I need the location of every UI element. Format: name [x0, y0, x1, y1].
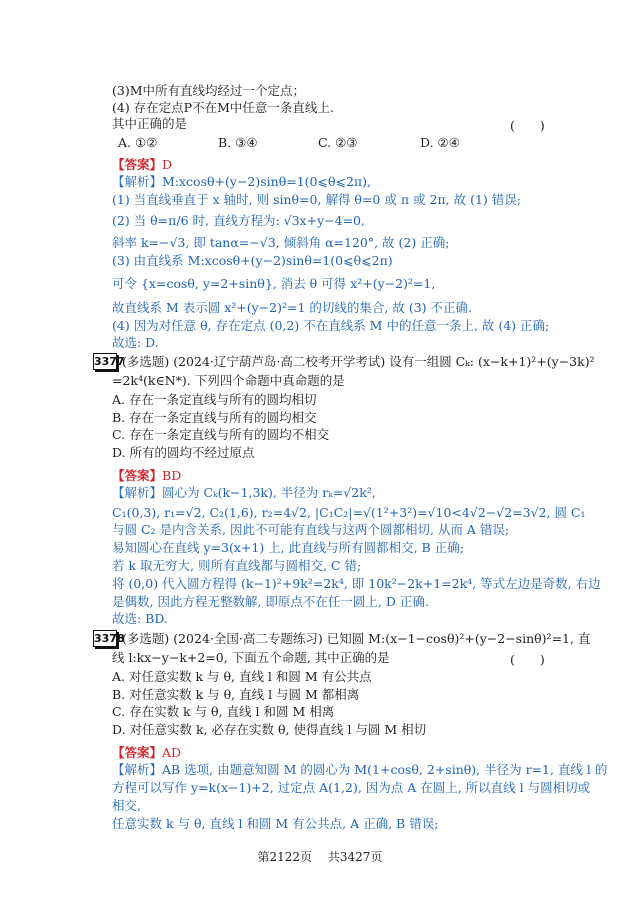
solution-line: (3) 由直线系 M:xcosθ+(y−2)sinθ=1(0⩽θ⩽2π) — [112, 253, 393, 268]
page-number: 第2122页 — [257, 850, 313, 864]
answer-paren: ( ) — [510, 118, 545, 133]
option-a: A. 对任意实数 k 与 θ, 直线 l 和圆 M 有公共点 — [112, 669, 372, 684]
option-a: A. ①② — [118, 135, 158, 150]
option-a: A. 存在一条定直线与所有的圆均相切 — [112, 392, 317, 407]
answer-paren: ( ) — [510, 652, 545, 667]
solution-line: 故选: BD. — [112, 611, 168, 626]
solution-line: 若 k 取无穷大, 则所有直线都与圆相交, C 错; — [112, 558, 362, 573]
solution-line: 是偶数, 因此方程无整数解, 即原点不在任一圆上, D 正确. — [112, 594, 429, 609]
answer-value: BD — [162, 468, 182, 483]
solution-line: 【解析】M:xcosθ+(y−2)sinθ=1(0⩽θ⩽2π), — [112, 174, 371, 189]
question-number-badge: 3378 — [94, 632, 125, 645]
option-d: D. 对任意实数 k, 必存在实数 θ, 使得直线 l 与圆 M 相切 — [112, 722, 427, 737]
option-b: B. ③④ — [218, 135, 258, 150]
statement-3: (3)M中所有直线均经过一个定点； — [112, 83, 306, 98]
question-number-badge: 3377 — [94, 355, 125, 368]
answer-value: D — [162, 157, 173, 172]
question-stem: 线 l:kx−y−k+2=0, 下面五个命题, 其中正确的是 — [112, 650, 390, 665]
question-stem: (多选题) (2024·全国·高二专题练习) 已知圆 M:(x−1−cosθ)²+(y−2−sinθ)²=1, 直 — [122, 631, 591, 646]
option-d: D. ②④ — [420, 135, 460, 150]
solution-line: 故直线系 M 表示圆 x²+(y−2)²=1 的切线的集合, 故 (3) 不正确. — [112, 300, 472, 315]
answer-line — [112, 466, 181, 484]
solution-line: 【解析】AB 选项, 由题意知圆 M 的圆心为 M(1+cosθ, 2+sinθ), 半径为 r=1, 直线 l 的 — [112, 762, 608, 777]
solution-line: 【解析】圆心为 Cₖ(k−1,3k), 半径为 rₖ=√2k², — [112, 485, 376, 500]
solution-line: C₁(0,3), r₁=√2, C₂(1,6), r₂=4√2, |C₁C₂|=√(1²+3²)=√10<4√2−√2=3√2, 圆 C₁ — [112, 505, 586, 520]
option-c: C. ②③ — [318, 135, 358, 150]
option-c: C. 存在一条定直线与所有的圆均不相交 — [112, 427, 330, 442]
solution-line: (2) 当 θ=π/6 时, 直线方程为: √3x+y−4=0, — [112, 213, 365, 228]
page-footer — [0, 848, 640, 865]
solution-line: (1) 当直线垂直于 x 轴时, 则 sinθ=0, 解得 θ=0 或 π 或 2π, 故 (1) 错误; — [112, 192, 521, 207]
statement-4: (4) 存在定点P不在M中任意一条直线上. — [112, 100, 334, 115]
solution-line: (4) 因为对任意 θ, 存在定点 (0,2) 不在直线系 M 中的任意一条上, 故 (4) 正确; — [112, 318, 550, 333]
question-stem: (多选题) (2024·辽宁葫芦岛·高二校考开学考试) 设有一组圆 Cₖ: (x−k+1)²+(y−3k)² — [122, 354, 595, 369]
option-b: B. 存在一条定直线与所有的圆均相交 — [112, 410, 317, 425]
solution-line: 将 (0,0) 代入圆方程得 (k−1)²+9k²=2k⁴, 即 10k²−2k+1=2k⁴, 等式左边是奇数, 右边 — [112, 576, 601, 591]
solution-line: 方程可以写作 y=k(x−1)+2, 过定点 A(1,2), 因为点 A 在圆上, 所以直线 l 与圆相切或 — [112, 780, 591, 795]
option-b: B. 对任意实数 k 与 θ, 直线 l 与圆 M 都相离 — [112, 687, 360, 702]
solution-line: 相交, — [112, 798, 141, 813]
question-ask: 其中正确的是 — [112, 116, 188, 131]
page-total: 共3427页 — [327, 850, 383, 864]
solution-line: 任意实数 k 与 θ, 直线 l 和圆 M 有公共点, A 正确, B 错误; — [112, 816, 439, 831]
answer-line — [112, 155, 172, 173]
option-c: C. 存在实数 k 与 θ, 直线 l 和圆 M 相离 — [112, 704, 335, 719]
solution-line: 与圆 C₂ 是内含关系, 因此不可能有直线与这两个圆都相切, 从而 A 错误; — [112, 522, 510, 537]
answer-tag: 【答案】 — [112, 468, 163, 483]
solution-line: 斜率 k=−√3, 即 tanα=−√3, 倾斜角 α=120°, 故 (2) 正确; — [112, 235, 450, 250]
answer-value: AD — [162, 745, 182, 760]
option-d: D. 所有的圆均不经过原点 — [112, 445, 255, 460]
question-stem: =2k⁴(k∈N*). 下列四个命题中真命题的是 — [112, 373, 345, 388]
answer-tag: 【答案】 — [112, 745, 163, 760]
solution-line: 可令 {x=cosθ, y=2+sinθ}, 消去 θ 可得 x²+(y−2)²=1, — [112, 276, 436, 291]
solution-line: 易知圆心在直线 y=3(x+1) 上, 此直线与所有圆都相交, B 正确; — [112, 540, 464, 555]
solution-line: 故选: D. — [112, 335, 159, 350]
answer-tag: 【答案】 — [112, 157, 163, 172]
answer-line — [112, 743, 181, 761]
